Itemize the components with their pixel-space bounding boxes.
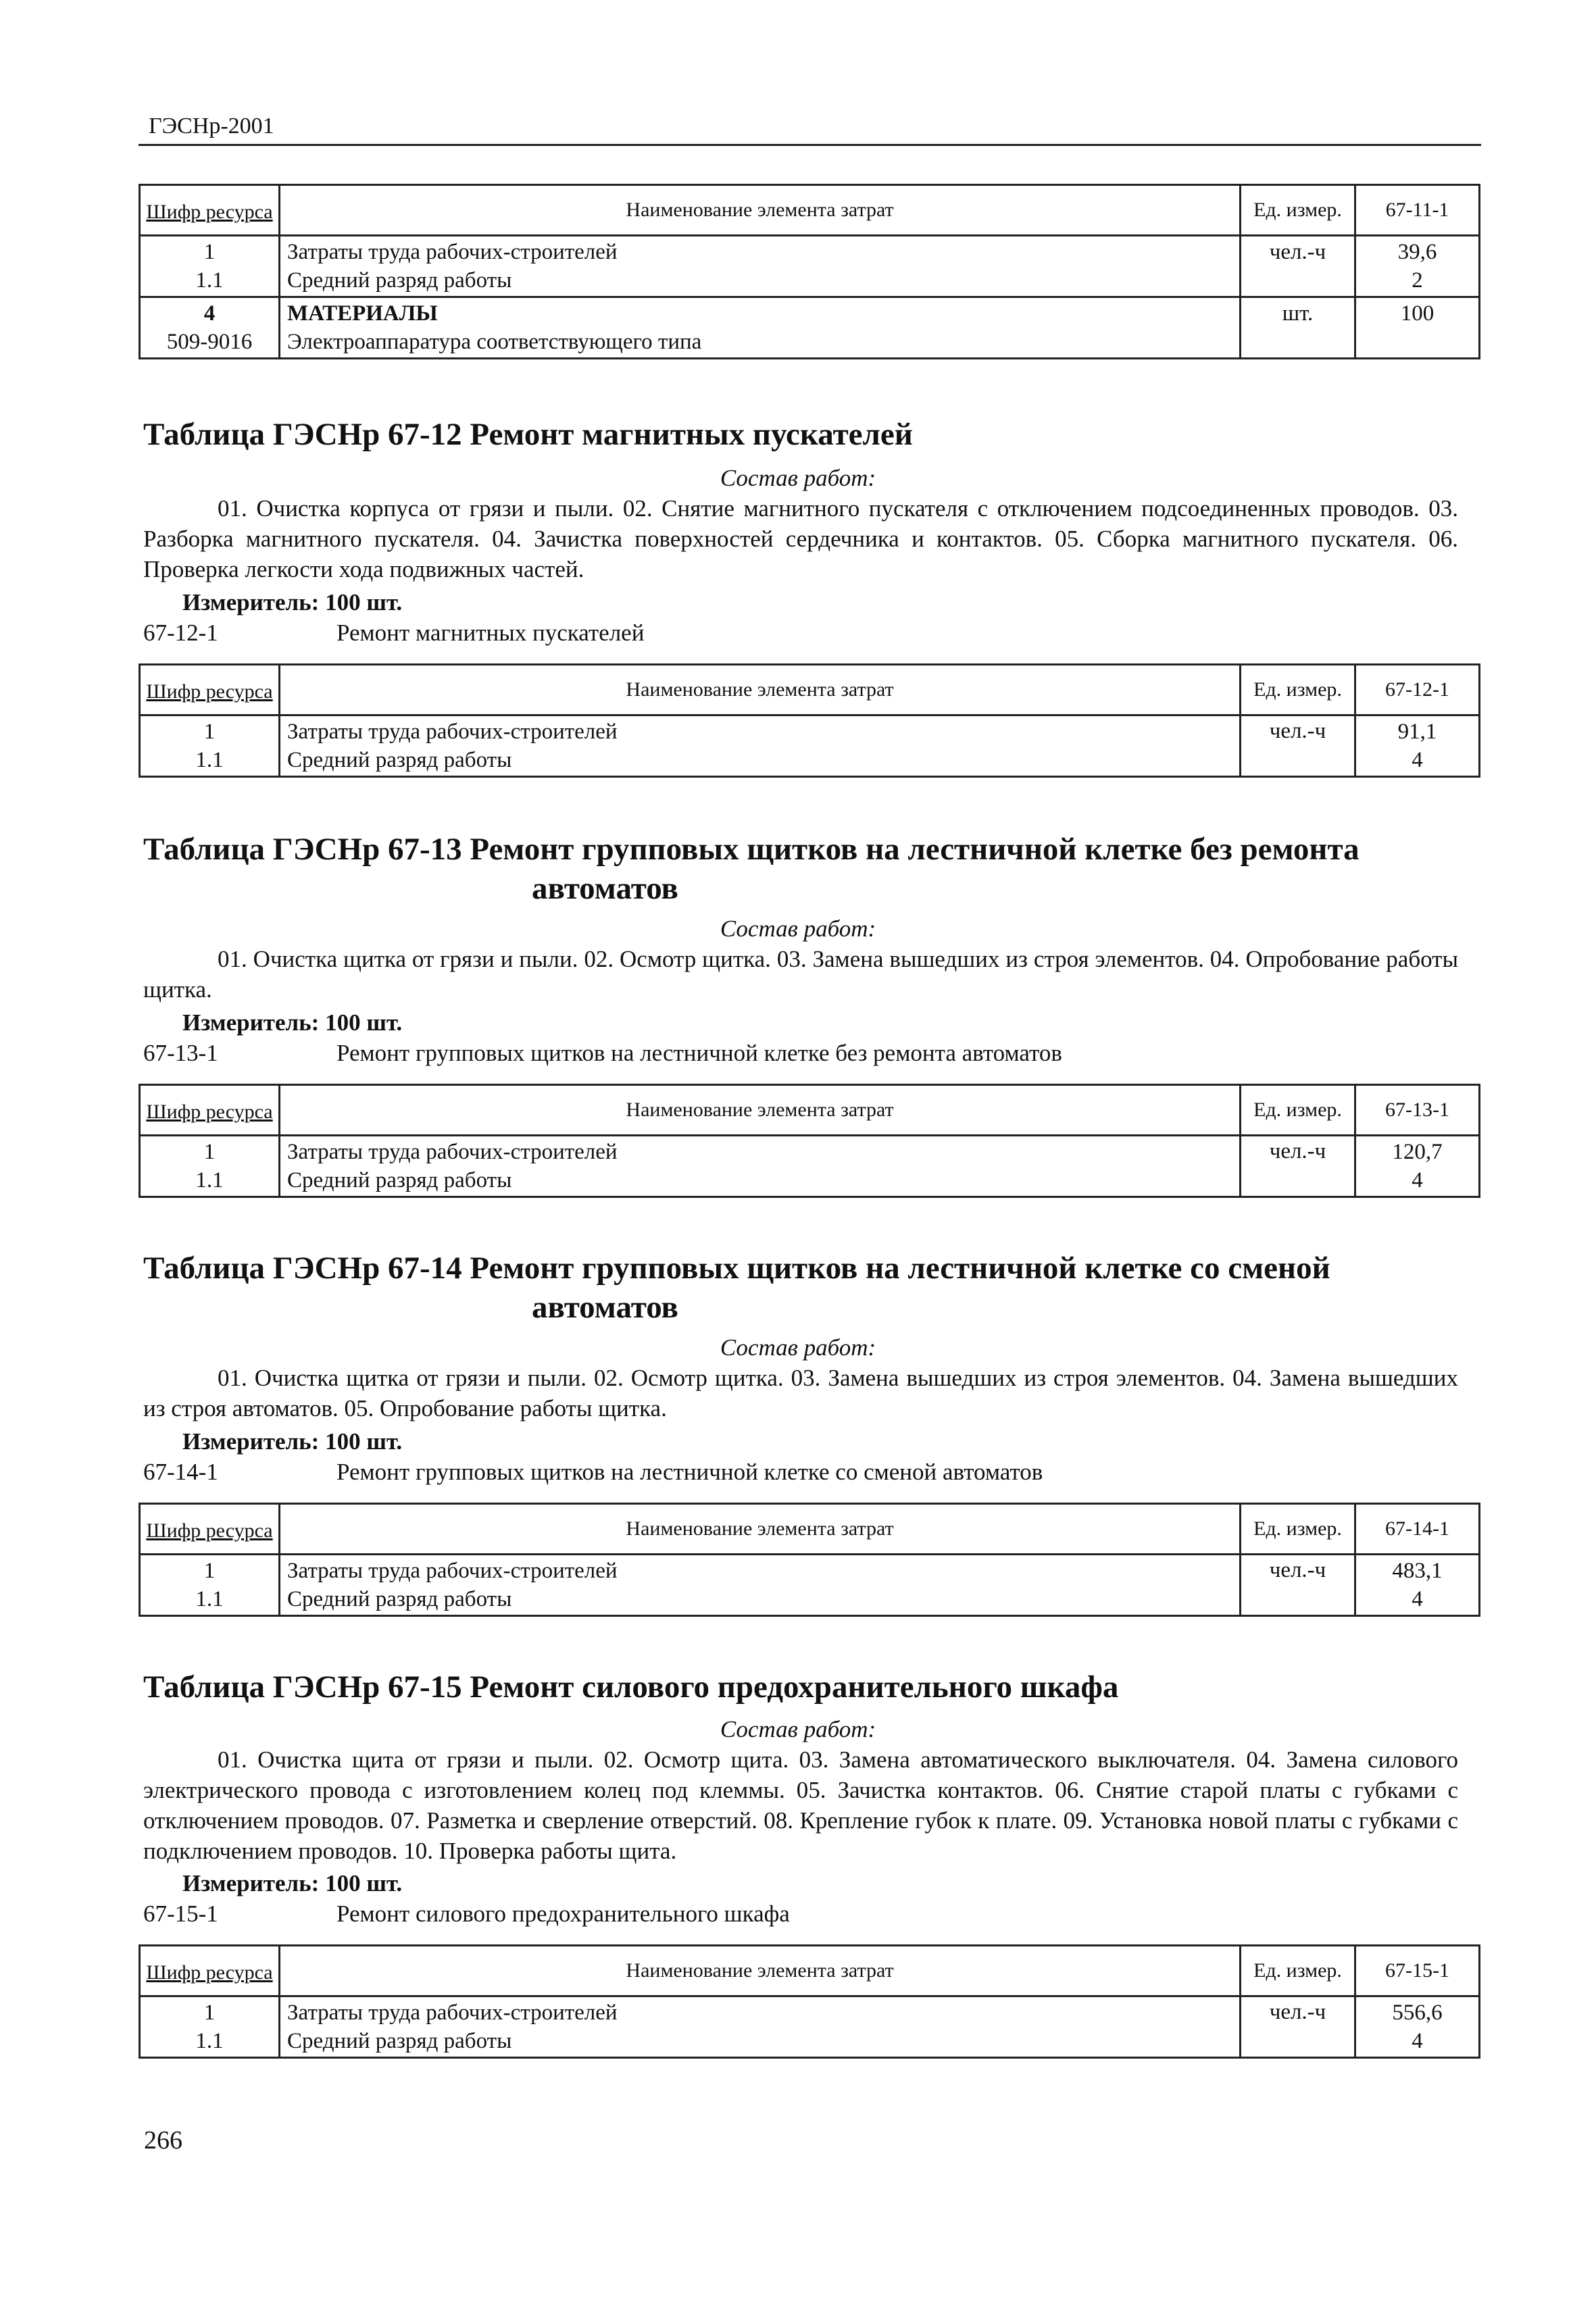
- norm-code: 67-15-1: [143, 1901, 218, 1927]
- resource-code: 1.1: [195, 1168, 224, 1192]
- cost-element-name: Средний разряд работы: [287, 268, 512, 293]
- meter-label: Измеритель: 100 шт.: [182, 1870, 403, 1896]
- column-header-name: Наименование элемента затрат: [280, 665, 1241, 715]
- table-header-row: [140, 185, 1480, 236]
- cost-element-cell: [280, 1996, 1241, 2058]
- column-header-code: Шифр ресурса: [140, 1085, 280, 1136]
- cost-table-67-14-1: [139, 1503, 1480, 1617]
- table-row: [140, 1996, 1480, 2058]
- section-title: [143, 1249, 1468, 1327]
- cost-element-name: Средний разряд работы: [287, 748, 512, 772]
- norm-value-cell: [1355, 1555, 1480, 1616]
- unit-cell: [1241, 297, 1355, 359]
- unit-cell: [1241, 236, 1355, 297]
- cost-element-cell: [280, 1136, 1241, 1197]
- meter-label: Измеритель: 100 шт.: [182, 589, 403, 615]
- meter-label: Измеритель: 100 шт.: [182, 1428, 403, 1455]
- work-composition-text: 01. Очистка щита от грязи и пыли. 02. Осмотр щита. 03. Замена автоматического выключателя. 04. Замена силового электрического провода с изготовлением колец под клеммы. 05. Зачистка контактов. 06. Снятие старой платы с губками с отключением проводов. 07. Разметка и сверление отверстий. 08. Крепление губок к плате. 09. Установка новой платы с губками с подключением проводов. 10. Проверка работы щита.: [143, 1746, 1458, 1864]
- cost-table-67-15-1: [139, 1944, 1480, 2059]
- cost-element-name: Затраты труда рабочих-строителей: [287, 720, 618, 744]
- norm-value-cell: [1355, 1996, 1480, 2058]
- column-header-name: Наименование элемента затрат: [280, 1504, 1241, 1555]
- column-header-unit: Ед. измер.: [1241, 1946, 1355, 1996]
- column-header-norm: 67-11-1: [1355, 185, 1480, 236]
- column-header-unit: Ед. измер.: [1241, 1504, 1355, 1555]
- resource-code-cell: [140, 1555, 280, 1616]
- norm-value: 4: [1412, 748, 1423, 772]
- column-header-norm: 67-15-1: [1355, 1946, 1480, 1996]
- norm-row: [143, 1040, 1461, 1067]
- resource-code: 1: [203, 1140, 216, 1164]
- section-title-text: Таблица ГЭСНр 67-13 Ремонт групповых щитков на лестничной клетке без ремонта: [143, 832, 1360, 867]
- norm-value-cell: [1355, 1136, 1480, 1197]
- column-header-name: Наименование элемента затрат: [280, 1085, 1241, 1136]
- table-row: [140, 715, 1480, 777]
- cost-element-name: Электроаппаратура соответствующего типа: [287, 330, 702, 354]
- column-header-code: Шифр ресурса: [140, 185, 280, 236]
- norm-value: 4: [1412, 1168, 1423, 1192]
- section-title: [143, 1667, 1468, 1707]
- norm-value-cell: [1355, 715, 1480, 777]
- norm-value: 100: [1400, 301, 1435, 326]
- resource-code: 1.1: [195, 268, 224, 293]
- resource-code: 1: [203, 1559, 216, 1583]
- norm-value-cell: [1355, 297, 1480, 359]
- unit-value: чел.-ч: [1269, 1139, 1326, 1163]
- cost-table-67-11-1: [139, 184, 1480, 359]
- section-title-text-continued: автоматов: [532, 871, 678, 906]
- section-title: [143, 415, 1468, 454]
- table-header-row: [140, 1085, 1480, 1136]
- cost-table-67-12-1: [139, 663, 1480, 778]
- norm-value: 483,1: [1392, 1559, 1443, 1583]
- column-header-code: Шифр ресурса: [140, 1504, 280, 1555]
- cost-element-name: Средний разряд работы: [287, 1168, 512, 1192]
- composition-label: Состав работ:: [720, 915, 876, 942]
- norm-row: [143, 620, 1461, 647]
- norm-row: [143, 1901, 1461, 1928]
- composition-label: Состав работ:: [720, 1716, 876, 1742]
- norm-value: 120,7: [1392, 1140, 1443, 1164]
- norm-value: 39,6: [1397, 240, 1437, 264]
- resource-code: 1: [203, 240, 216, 264]
- resource-code: 4: [203, 301, 216, 326]
- norm-value: 2: [1412, 268, 1423, 293]
- cost-table-67-13-1: [139, 1084, 1480, 1198]
- resource-code-cell: [140, 1996, 280, 2058]
- table-row: [140, 297, 1480, 359]
- cost-element-cell: [280, 297, 1241, 359]
- cost-element-name: Затраты труда рабочих-строителей: [287, 1559, 618, 1583]
- unit-value: чел.-ч: [1269, 2000, 1326, 2024]
- resource-code-cell: [140, 297, 280, 359]
- cost-element-cell: [280, 1555, 1241, 1616]
- unit-value: чел.-ч: [1269, 1558, 1326, 1582]
- header-rule: [139, 144, 1481, 146]
- resource-code: 1.1: [195, 748, 224, 772]
- unit-cell: [1241, 1555, 1355, 1616]
- cost-element-name: Средний разряд работы: [287, 1587, 512, 1611]
- unit-value: чел.-ч: [1269, 240, 1326, 264]
- norm-code: 67-14-1: [143, 1459, 218, 1485]
- norm-value-cell: [1355, 236, 1480, 297]
- section-title-text: Таблица ГЭСНр 67-15 Ремонт силового предохранительного шкафа: [143, 1669, 1119, 1705]
- cost-element-cell: [280, 715, 1241, 777]
- resource-code: 1: [203, 720, 216, 744]
- norm-name: Ремонт магнитных пускателей: [336, 620, 645, 646]
- column-header-norm: 67-13-1: [1355, 1085, 1480, 1136]
- unit-value: шт.: [1282, 301, 1314, 326]
- table-row: [140, 1555, 1480, 1616]
- resource-code-cell: [140, 1136, 280, 1197]
- norm-value: 4: [1412, 1587, 1423, 1611]
- table-header-row: [140, 1946, 1480, 1996]
- cost-element-name: Затраты труда рабочих-строителей: [287, 1140, 618, 1164]
- resource-code: 1.1: [195, 1587, 224, 1611]
- norm-code: 67-13-1: [143, 1040, 218, 1066]
- table-row: [140, 1136, 1480, 1197]
- section-title: [143, 830, 1468, 908]
- cost-element-cell: [280, 236, 1241, 297]
- cost-element-name: Затраты труда рабочих-строителей: [287, 2001, 618, 2025]
- unit-cell: [1241, 715, 1355, 777]
- column-header-code: Шифр ресурса: [140, 1946, 280, 1996]
- norm-name: Ремонт групповых щитков на лестничной клетке со сменой автоматов: [336, 1459, 1043, 1485]
- work-composition-text: 01. Очистка корпуса от грязи и пыли. 02. Снятие магнитного пускателя с отключением подсоединенных проводов. 03. Разборка магнитного пускателя. 04. Зачистка поверхностей сердечника и контактов. 05. Сборка магнитного пускателя. 06. Проверка легкости хода подвижных частей.: [143, 495, 1458, 582]
- unit-cell: [1241, 1136, 1355, 1197]
- norm-name: Ремонт групповых щитков на лестничной клетке без ремонта автоматов: [336, 1040, 1062, 1066]
- norm-value: 4: [1412, 2029, 1423, 2053]
- norm-value: 556,6: [1392, 2001, 1443, 2025]
- work-composition-text: 01. Очистка щитка от грязи и пыли. 02. Осмотр щитка. 03. Замена вышедших из строя элементов. 04. Замена вышедших из строя автоматов. 05. Опробование работы щитка.: [143, 1365, 1458, 1422]
- column-header-unit: Ед. измер.: [1241, 185, 1355, 236]
- page-number: 266: [144, 2126, 182, 2155]
- column-header-code: Шифр ресурса: [140, 665, 280, 715]
- meter-label: Измеритель: 100 шт.: [182, 1009, 403, 1036]
- resource-code-cell: [140, 236, 280, 297]
- norm-row: [143, 1459, 1461, 1486]
- resource-code-cell: [140, 715, 280, 777]
- table-header-row: [140, 1504, 1480, 1555]
- norm-code: 67-12-1: [143, 620, 218, 646]
- column-header-unit: Ед. измер.: [1241, 1085, 1355, 1136]
- composition-label: Состав работ:: [720, 1334, 876, 1361]
- resource-code: 1: [203, 2001, 216, 2025]
- column-header-norm: 67-12-1: [1355, 665, 1480, 715]
- unit-cell: [1241, 1996, 1355, 2058]
- resource-code: 1.1: [195, 2029, 224, 2053]
- cost-element-name: Затраты труда рабочих-строителей: [287, 240, 618, 264]
- column-header-name: Наименование элемента затрат: [280, 185, 1241, 236]
- table-header-row: [140, 665, 1480, 715]
- section-title-text: Таблица ГЭСНр 67-14 Ремонт групповых щитков на лестничной клетке со сменой: [143, 1251, 1330, 1286]
- section-title-text: Таблица ГЭСНр 67-12 Ремонт магнитных пускателей: [143, 417, 913, 452]
- cost-element-name: МАТЕРИАЛЫ: [287, 301, 438, 326]
- table-row: [140, 236, 1480, 297]
- column-header-name: Наименование элемента затрат: [280, 1946, 1241, 1996]
- page-header: ГЭСНр-2001: [149, 114, 274, 139]
- section-title-text-continued: автоматов: [532, 1290, 678, 1325]
- work-composition-text: 01. Очистка щитка от грязи и пыли. 02. Осмотр щитка. 03. Замена вышедших из строя элементов. 04. Опробование работы щитка.: [143, 946, 1458, 1003]
- composition-label: Состав работ:: [720, 465, 876, 491]
- norm-value: 91,1: [1397, 720, 1437, 744]
- resource-code: 509-9016: [166, 330, 253, 354]
- column-header-unit: Ед. измер.: [1241, 665, 1355, 715]
- cost-element-name: Средний разряд работы: [287, 2029, 512, 2053]
- column-header-norm: 67-14-1: [1355, 1504, 1480, 1555]
- unit-value: чел.-ч: [1269, 719, 1326, 743]
- norm-name: Ремонт силового предохранительного шкафа: [336, 1901, 790, 1927]
